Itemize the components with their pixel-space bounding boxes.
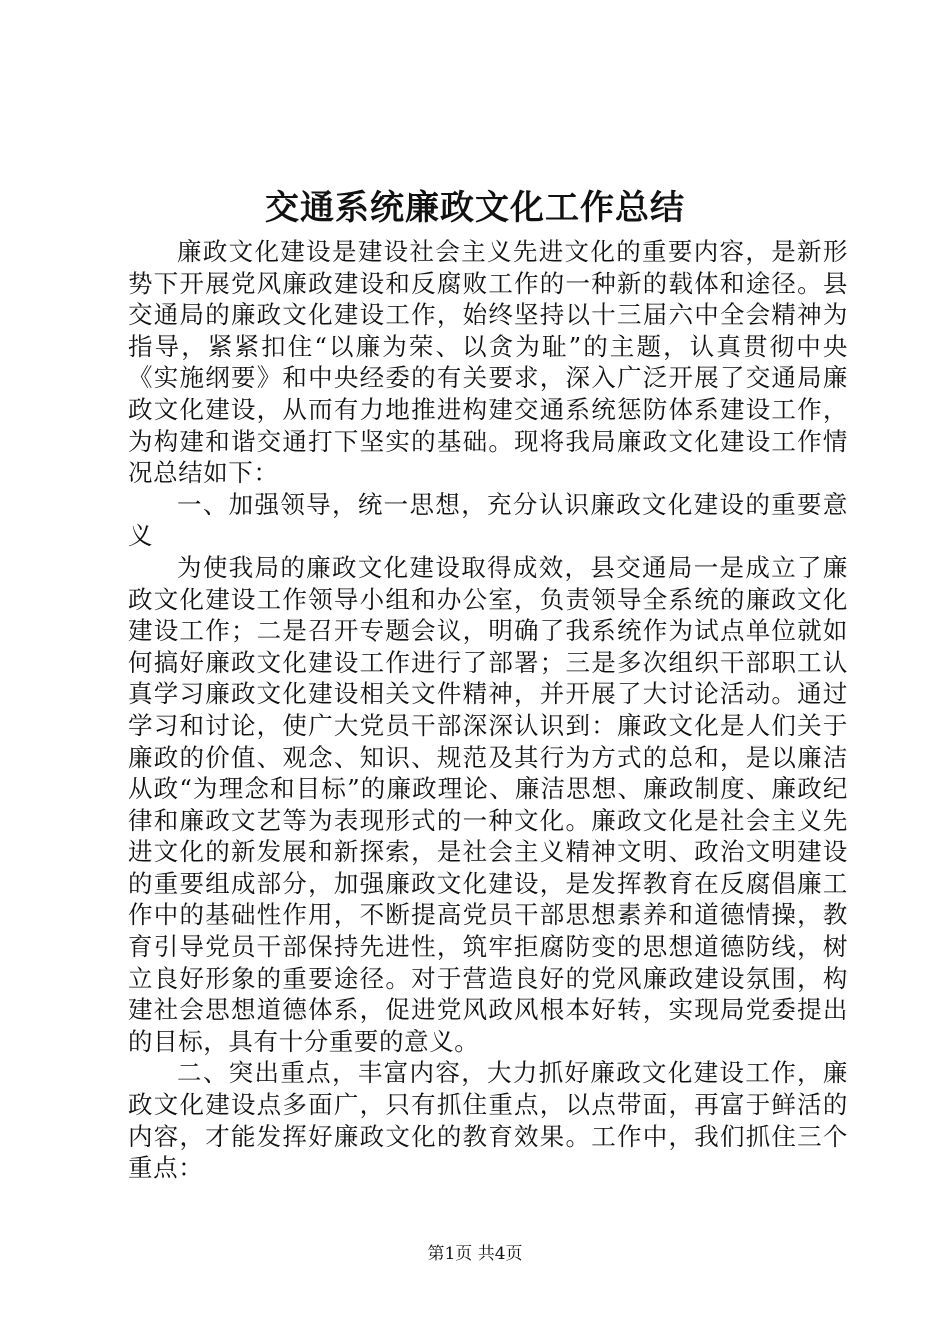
paragraph-section-1: 为使我局的廉政文化建设取得成效，县交通局一是成立了廉政文化建设工作领导小组和办公室，负责领导全系统的廉政文化建设工作；二是召开专题会议，明确了我系统作为试点单位就如何搞好廉政文化建设工作进行了部署；三是多次组织干部职工认真学习廉政文化建设相关文件精神，并开展了大讨论活动。通过学习和讨论，使广大党员干部深深认识到：廉政文化是人们关于廉政的价值、观念、知识、规范及其行为方式的总和，是以廉洁从政“为理念和目标”的廉政理论、廉洁思想、廉政制度、廉政纪律和廉政文艺等为表现形式的一种文化。廉政文化是社会主义先进文化的新发展和新探索，是社会主义精神文明、政治文明建设的重要组成部分，加强廉政文化建设，是发挥教育在反腐倡廉工作中的基础性作用，不断提高党员干部思想素养和道德情操，教育引导党员干部保持先进性，筑牢拒腐防变的思想道德防线，树立良好形象的重要途径。对于营造良好的党风廉政建设氛围，构建社会思想道德体系，促进党风政风根本好转，实现局党委提出的目标，具有十分重要的意义。 (128, 552, 848, 1056)
document-body (128, 236, 848, 1184)
paragraph-intro: 廉政文化建设是建设社会主义先进文化的重要内容，是新形势下开展党风廉政建设和反腐败工作的一种新的载体和途径。县交通局的廉政文化建设工作，始终坚持以十三届六中全会精神为指导，紧紧扣住“以廉为荣、以贪为耻”的主题，认真贯彻中央《实施纲要》和中央经委的有关要求，深入广泛开展了交通局廉政文化建设，从而有力地推进构建交通系统惩防体系建设工作，为构建和谐交通打下坚实的基础。现将我局廉政文化建设工作情况总结如下： (128, 237, 848, 488)
section-heading-2: 二、突出重点，丰富内容，大力抓好廉政文化建设工作，廉政文化建设点多面广，只有抓住重点，以点带面，再富于鲜活的内容，才能发挥好廉政文化的教育效果。工作中，我们抓住三个重点： (128, 1058, 848, 1183)
page-footer: 第1页 共4页 (427, 1244, 523, 1264)
section-heading-1: 一、加强领导，统一思想，充分认识廉政文化建设的重要意义 (128, 489, 848, 551)
document-title: 交通系统廉政文化工作总结 (265, 188, 685, 228)
